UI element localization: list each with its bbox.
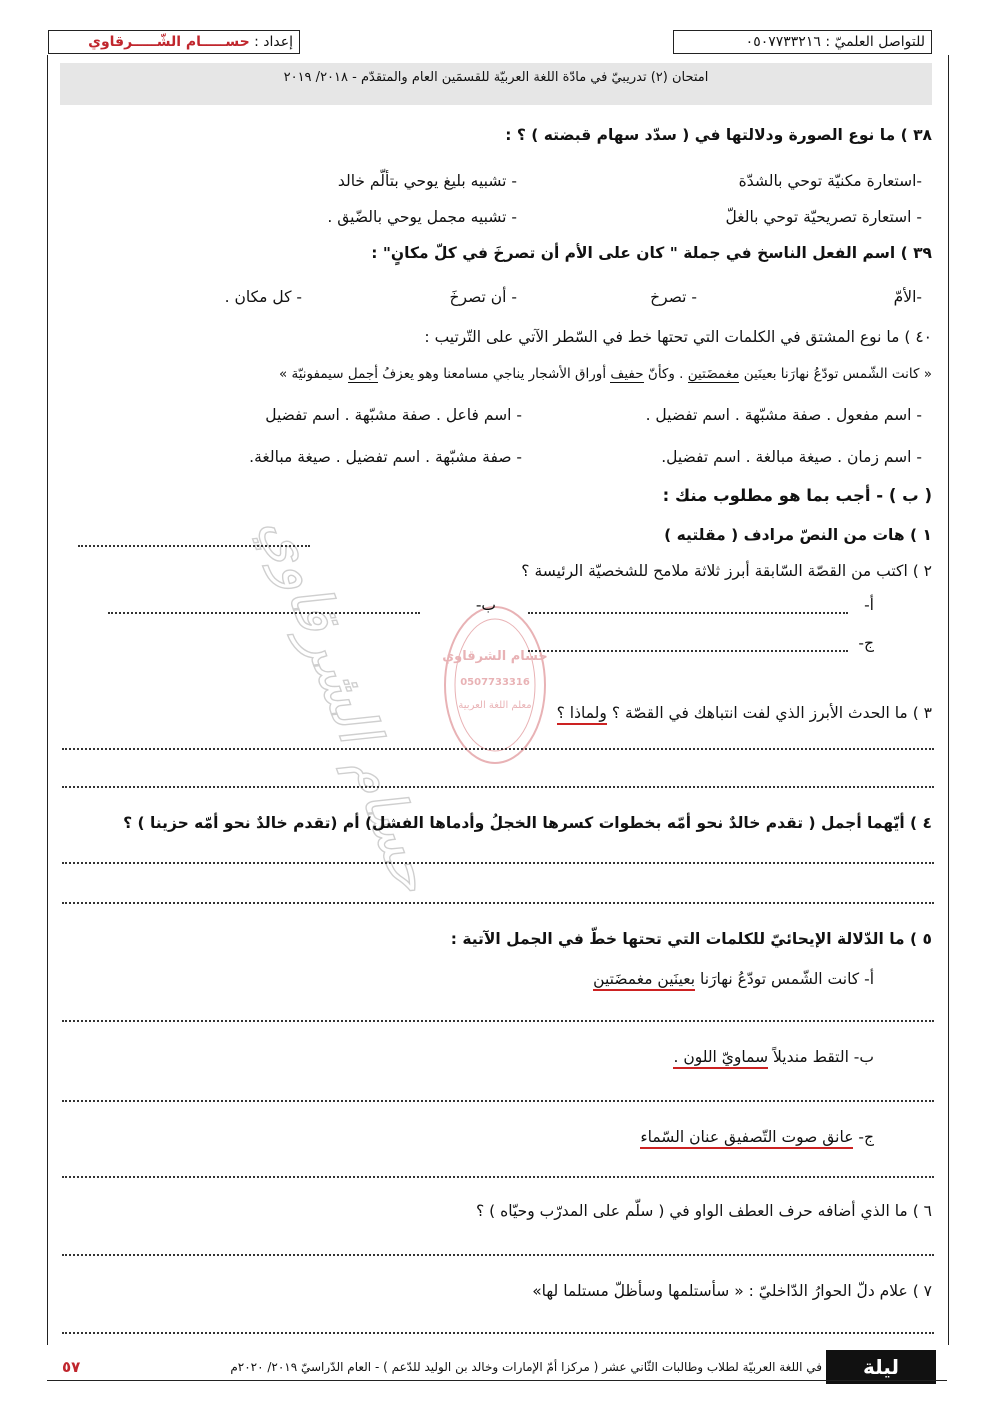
q40-underlined-1: مغمضَتين	[687, 366, 740, 382]
stamp-seal	[440, 600, 550, 770]
contact-label: للتواصل العلميّ :	[825, 34, 925, 50]
q40-stem: ٤٠ ) ما نوع المشتق في الكلمات التي تحتها خط في السّطر الآتي على التّرتيب :	[424, 328, 932, 346]
q40-option-4[interactable]: - صفة مشبّهة . اسم تفضيل . صيغة مبالغة.	[249, 448, 522, 466]
b3-answer-line-2[interactable]	[62, 786, 934, 788]
b2-answer-c[interactable]	[528, 650, 848, 652]
q40-underlined-3: أجمل	[347, 366, 378, 382]
footer-text: في اللغة العربيّة لطلاب وطالبات الثّاني عشر ( مركزا أمّ الإمارات وخالد بن الوليد للدّعم ) - العام الدّراسيّ ٢٠١٩/ ٢٠٢٠م	[230, 1360, 822, 1374]
section-b-title: ( ب ) - أجب بما هو مطلوب منك :	[662, 486, 932, 505]
b6-answer-line[interactable]	[62, 1254, 934, 1256]
b5-item-b: ب- التقط منديلاً سماويّ اللون .	[673, 1048, 874, 1066]
q40-option-3[interactable]: - اسم زمان . صيغة مبالغة . اسم تفضيل.	[661, 448, 922, 466]
b2-item-c: ج-	[858, 634, 874, 652]
b4-answer-line-2[interactable]	[62, 902, 934, 904]
b1-question: ١ ) هات من النصّ مرادف ( مقلتيه )	[664, 526, 932, 544]
q38-option-1[interactable]: -استعارة مكنيّة توحي بالشدّة	[738, 172, 922, 190]
q39-option-3[interactable]: - أن تصرخَ	[449, 288, 517, 306]
q39-stem: ٣٩ ) اسم الفعل الناسخ في جملة " كان على الأم أن تصرخَ في كلّ مكانٍ" :	[371, 244, 932, 262]
b5-question: ٥ ) ما الدّلالة الإيحائيّ للكلمات التي تحتها خطّ في الجمل الآتية :	[450, 930, 932, 948]
author-name: حســـــام الشّـــــرقاوي	[88, 34, 250, 50]
b5-item-a-underlined: بعينَين مغمضَتين	[593, 970, 695, 991]
b5-item-a: أ- كانت الشّمس تودّعُ نهارَنا بعينَين مغمضَتين	[593, 970, 874, 988]
b2-item-b: ب-	[475, 596, 496, 614]
q40-option-2[interactable]: - اسم فاعل . صفة مشبّهة . اسم تفضيل	[265, 406, 522, 424]
b2-item-a: أ-	[864, 596, 874, 614]
b5-answer-c[interactable]	[62, 1176, 934, 1178]
b5-answer-a[interactable]	[62, 1020, 934, 1022]
q40-quote: « كانت الشّمس تودّعُ نهارَنا بعينَين مغمضَتين . وكأنّ حفيف أوراق الأشجار يناجي مسامعنا وهو يعزفُ أجمل سيمفونيّة »	[278, 366, 932, 382]
q39-option-4[interactable]: - كل مكان .	[224, 288, 302, 306]
stamp-name: حسام الشرقاوي	[442, 649, 548, 664]
q38-stem: ٣٨ ) ما نوع الصورة ودلالتها في ( سدّد سهام قبضته ) ؟ :	[505, 126, 932, 144]
footer-logo: ليلة الامتحان	[826, 1350, 936, 1384]
author-box	[48, 30, 300, 54]
q40-underlined-2: حفيف	[610, 366, 644, 382]
b4-answer-line-1[interactable]	[62, 862, 934, 864]
author-label: إعداد :	[254, 34, 293, 50]
q38-option-4[interactable]: - تشبيه مجمل يوحي بالضّيق .	[327, 208, 517, 226]
page-number: ٥٧	[62, 1358, 81, 1376]
b3-question: ٣ ) ما الحدث الأبرز الذي لفت انتباهك في القصّة ؟ ولماذا ؟	[557, 704, 932, 722]
watermark-text: حسام الشرقاوي	[249, 505, 449, 901]
b2-answer-b[interactable]	[108, 612, 420, 614]
stamp-subject: معلم اللغة العربية	[458, 700, 532, 711]
b5-answer-b[interactable]	[62, 1100, 934, 1102]
contact-box	[673, 30, 932, 54]
b1-answer-line[interactable]	[78, 545, 310, 547]
b2-answer-a[interactable]	[528, 612, 848, 614]
b5-item-c: ج- عانق صوت التّصفيق عنان السّماء	[640, 1128, 874, 1146]
exam-title: امتحان (٢) تدريبيّ في مادّة اللغة العربيّة للقسمَين العام والمتقدّم - ٢٠١٨/ ٢٠١٩	[60, 63, 932, 105]
q39-option-1[interactable]: -الأمّ	[893, 288, 922, 306]
footer-rule	[47, 1380, 947, 1381]
b4-question: ٤ ) أيّهما أجمل ( تقدم خالدٌ نحو أمّه بخطوات كسرها الخجلُ وأدماها الفشل) أم (تقدم خالدٌ نحو أمّه حزينا ) ؟	[123, 814, 932, 832]
b7-question: ٧ ) علام دلّ الحوارُ الدّاخليّ : « سأستلمها وسأظلّ مستلما لها»	[532, 1282, 932, 1300]
b2-question: ٢ ) اكتب من القصّة السّابقة أبرز ثلاثة ملامح للشخصيّة الرئيسة ؟	[521, 562, 932, 580]
q38-option-3[interactable]: - استعارة تصريحيّة توحي بالغلّ	[725, 208, 922, 226]
stamp-phone: 0507733316	[460, 677, 530, 688]
b5-item-b-underlined: سماويّ اللون .	[673, 1048, 768, 1069]
b3-answer-line-1[interactable]	[62, 748, 934, 750]
q39-option-2[interactable]: - تصرخ	[650, 288, 697, 306]
q40-option-1[interactable]: - اسم مفعول . صفة مشبّهة . اسم تفضيل .	[645, 406, 922, 424]
contact-phone: ٠٥٠٧٧٣٣٢١٦	[745, 34, 821, 50]
b7-answer-line[interactable]	[62, 1332, 934, 1334]
b6-question: ٦ ) ما الذي أضافه حرف العطف الواو في ( سلّم على المدرّب وحيّاه ) ؟	[475, 1202, 932, 1220]
q38-option-2[interactable]: - تشبيه بليغ يوحي بتألّم خالد	[337, 172, 517, 190]
b5-item-c-underlined: عانق صوت التّصفيق عنان السّماء	[640, 1128, 853, 1149]
